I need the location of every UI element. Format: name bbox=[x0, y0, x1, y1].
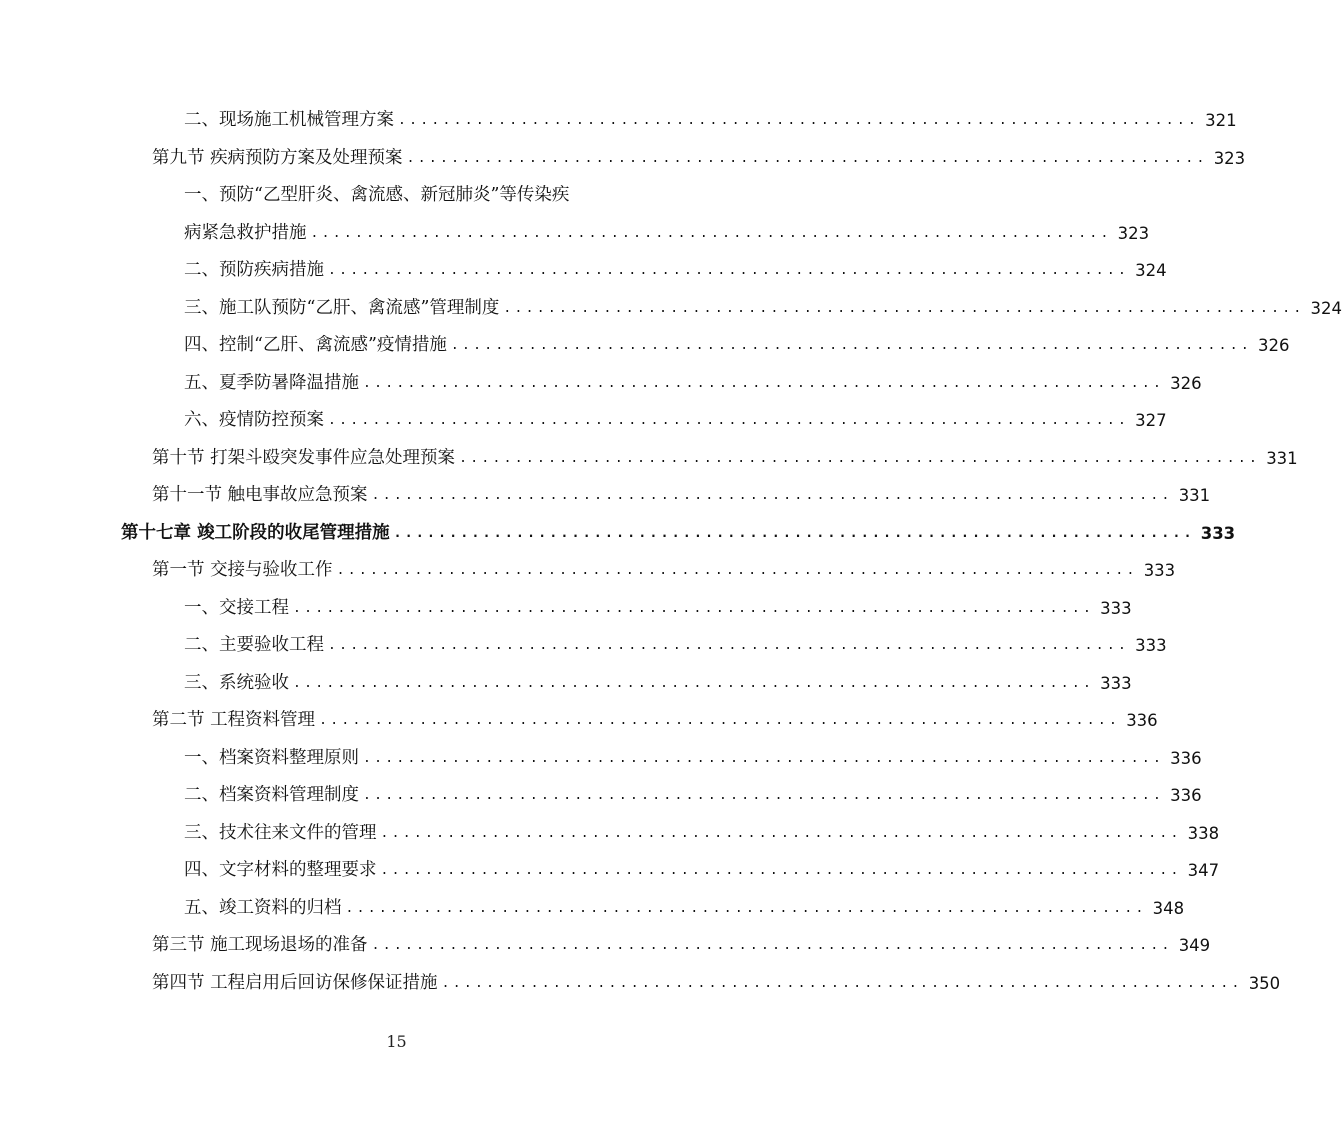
toc-page-number: 323 bbox=[1117, 223, 1150, 243]
toc-page-number: 349 bbox=[1178, 936, 1211, 955]
toc-entry[interactable] bbox=[184, 402, 1167, 439]
toc-leader-dots: ........................................................................ bbox=[319, 713, 1121, 728]
toc-leader-dots: ........................................................................ bbox=[398, 113, 1200, 128]
toc-entry-title: 四、文字材料的整理要求 bbox=[184, 860, 377, 880]
toc-entry[interactable] bbox=[184, 252, 1167, 289]
toc-entry-title: 第二节 工程资料管理 bbox=[152, 710, 316, 730]
toc-entry-title: 五、夏季防暑降温措施 bbox=[184, 372, 359, 393]
toc-page-number: 324 bbox=[1135, 261, 1167, 280]
toc-entry[interactable] bbox=[184, 815, 1220, 852]
toc-leader-dots: ........................................................................ bbox=[328, 263, 1130, 278]
toc-entry[interactable] bbox=[184, 102, 1237, 139]
toc-entry[interactable] bbox=[152, 965, 1281, 1002]
toc-page-number: 338 bbox=[1187, 823, 1220, 843]
toc-leader-dots: ........................................................................ bbox=[406, 150, 1208, 166]
toc-leader-dots: ........................................................................ bbox=[363, 788, 1165, 803]
toc-leader-dots: ........................................................................ bbox=[380, 863, 1182, 878]
toc-page-number: 333 bbox=[1100, 673, 1132, 693]
toc-leader-dots: ........................................................................ bbox=[336, 563, 1138, 578]
toc-entry-title: 三、技术往来文件的管理 bbox=[184, 822, 377, 843]
toc-page-number: 324 bbox=[1310, 298, 1342, 318]
toc-entry-title: 病紧急救护措施 bbox=[184, 222, 307, 243]
toc-entry-title: 第四节 工程启用后回访保修保证措施 bbox=[152, 972, 438, 993]
toc-entry[interactable] bbox=[184, 890, 1185, 927]
toc-page-number: 336 bbox=[1170, 748, 1202, 768]
toc-entry-title: 三、系统验收 bbox=[184, 672, 289, 693]
toc-leader-dots: ........................................................................ bbox=[328, 638, 1130, 653]
toc-entry[interactable] bbox=[184, 627, 1167, 664]
toc-entry[interactable] bbox=[184, 852, 1220, 889]
toc-leader-dots: ........................................................................ bbox=[293, 675, 1095, 691]
toc-leader-dots: ........................................................................ bbox=[328, 413, 1130, 428]
toc-entry-title: 二、预防疾病措施 bbox=[184, 260, 324, 280]
toc-entry-title: 第十一节 触电事故应急预案 bbox=[152, 485, 368, 505]
toc-entry-title: 一、预防“乙型肝炎、禽流感、新冠肺炎”等传染疾 bbox=[184, 185, 570, 205]
toc-page-number: 333 bbox=[1135, 636, 1167, 655]
toc-entry-title: 第三节 施工现场退场的准备 bbox=[152, 935, 368, 955]
toc-entry[interactable] bbox=[152, 440, 1298, 477]
toc-leader-dots: ........................................................................ bbox=[459, 450, 1261, 466]
toc-entry-title: 二、主要验收工程 bbox=[184, 635, 324, 655]
toc-entry-title: 一、交接工程 bbox=[184, 597, 289, 618]
toc-page-number: 333 bbox=[1200, 523, 1236, 543]
toc-leader-dots: ........................................................................ bbox=[450, 338, 1253, 353]
toc-page-number: 331 bbox=[1178, 486, 1211, 505]
page-number: 15 bbox=[386, 1032, 407, 1051]
toc-leader-dots: ........................................................................ bbox=[371, 938, 1173, 953]
toc-entry-title: 六、疫情防控预案 bbox=[184, 410, 324, 430]
toc-entry[interactable] bbox=[184, 590, 1132, 627]
toc-entry[interactable] bbox=[184, 665, 1132, 702]
toc-leader-dots: ........................................................................ bbox=[371, 488, 1173, 503]
toc-entry[interactable] bbox=[184, 177, 673, 214]
toc-entry[interactable] bbox=[184, 327, 1290, 364]
toc-entry[interactable] bbox=[184, 215, 1150, 252]
toc-entry-title: 第十七章 竣工阶段的收尾管理措施 bbox=[121, 522, 390, 543]
toc-leader-dots: ........................................................................ bbox=[393, 525, 1195, 541]
toc-entry[interactable] bbox=[184, 290, 1342, 327]
toc-entry[interactable] bbox=[152, 552, 1176, 589]
toc-page-number: 331 bbox=[1266, 448, 1298, 468]
toc-entry-title: 第十节 打架斗殴突发事件应急处理预案 bbox=[152, 447, 456, 468]
toc-entry[interactable] bbox=[121, 515, 1236, 552]
toc-entry[interactable] bbox=[184, 740, 1202, 777]
toc-entry-title: 五、竣工资料的归档 bbox=[184, 897, 342, 918]
toc-page-number: 326 bbox=[1258, 336, 1290, 355]
toc-entry[interactable] bbox=[152, 702, 1158, 739]
toc-entry-title: 第一节 交接与验收工作 bbox=[152, 560, 333, 580]
toc-page-number: 323 bbox=[1213, 148, 1246, 168]
toc-entry[interactable] bbox=[184, 365, 1202, 402]
toc-page-number: 326 bbox=[1170, 373, 1202, 393]
toc-entry-title: 四、控制“乙肝、禽流感”疫情措施 bbox=[184, 335, 447, 355]
toc-page-number: 321 bbox=[1205, 111, 1237, 130]
toc-leader-dots: ........................................................................ bbox=[293, 600, 1095, 616]
toc-leader-dots: ........................................................................ bbox=[345, 900, 1147, 916]
toc-entry[interactable] bbox=[152, 140, 1246, 177]
toc-entry[interactable] bbox=[152, 477, 1211, 514]
toc-page-number: 350 bbox=[1248, 973, 1281, 993]
toc-leader-dots: ........................................................................ bbox=[380, 825, 1182, 841]
toc-page-number: 333 bbox=[1143, 561, 1176, 580]
toc-entry-title: 二、档案资料管理制度 bbox=[184, 785, 359, 805]
toc-entry-title: 第九节 疾病预防方案及处理预案 bbox=[152, 147, 403, 168]
toc-page-number: 336 bbox=[1170, 786, 1202, 805]
toc-leader-dots: ........................................................................ bbox=[310, 225, 1112, 241]
toc-entry-title: 三、施工队预防“乙肝、禽流感”管理制度 bbox=[184, 297, 500, 318]
toc-leader-dots: ........................................................................ bbox=[441, 975, 1243, 991]
toc-leader-dots: ........................................................................ bbox=[363, 750, 1165, 766]
toc-page-number: 327 bbox=[1135, 411, 1167, 430]
toc-entry-title: 一、档案资料整理原则 bbox=[184, 747, 359, 768]
toc-entry[interactable] bbox=[184, 777, 1202, 814]
toc-page-number: 333 bbox=[1100, 598, 1132, 618]
toc-entry-title: 二、现场施工机械管理方案 bbox=[184, 110, 394, 130]
toc-leader-dots: ........................................................................ bbox=[363, 375, 1165, 391]
toc-leader-dots: ........................................................................ bbox=[503, 300, 1305, 316]
toc-page-number: 348 bbox=[1152, 898, 1185, 918]
toc-entry[interactable] bbox=[152, 927, 1211, 964]
toc-page-number: 336 bbox=[1126, 711, 1158, 730]
toc-page-number: 347 bbox=[1187, 861, 1220, 880]
